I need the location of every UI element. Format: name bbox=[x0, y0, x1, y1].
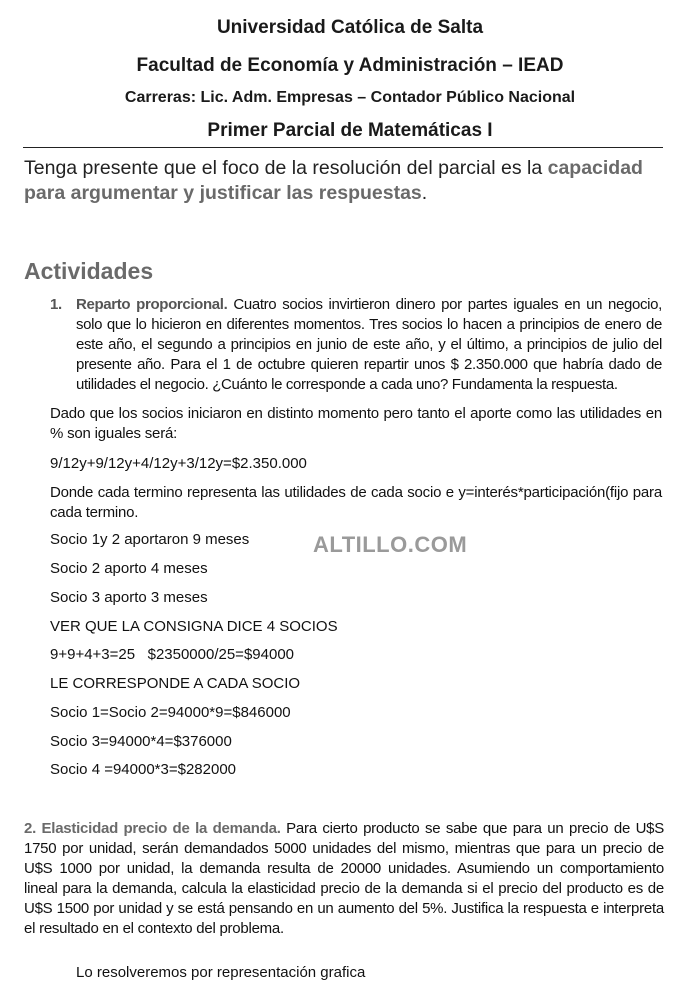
question-2-text: Para cierto producto se sabe que para un precio de U$S 1750 por unidad, serán demandados 5000 unidades del mismo, mientras que para un precio de U$S 1000 por unidad, la demanda resulta de 20000 unidades. Asumiendo un comportamiento lineal para la demanda, calcula la elasticidad precio de la demanda si el precio del producto es de U$S 1500 por unidad y se está pensando en un aumento del 5%. Justifica la respuesta e interpreta el resultado en el contexto del problema. bbox=[24, 820, 664, 937]
answer-line: Socio 3=94000*4=$376000 bbox=[50, 733, 232, 750]
answer-1-equation: 9/12y+9/12y+4/12y+3/12y=$2.350.000 bbox=[50, 455, 307, 472]
answer-line: Socio 1y 2 aportaron 9 meses bbox=[50, 531, 250, 548]
answer-line: VER QUE LA CONSIGNA DICE 4 SOCIOS bbox=[50, 618, 338, 635]
careers-line: Carreras: Lic. Adm. Empresas – Contador Público Nacional bbox=[124, 89, 576, 106]
exam-title: Primer Parcial de Matemáticas I bbox=[207, 120, 493, 141]
faculty-name: Facultad de Economía y Administración – IEAD bbox=[136, 55, 564, 76]
university-name: Universidad Católica de Salta bbox=[216, 17, 484, 38]
question-1-number: 1. bbox=[50, 296, 62, 313]
intro-text: Tenga presente que el foco de la resolución del parcial es la bbox=[24, 157, 548, 179]
intro-highlight: capacidad para argumentar y justificar las respuestas bbox=[24, 157, 643, 204]
section-title: Actividades bbox=[24, 258, 154, 284]
question-1 bbox=[50, 295, 662, 395]
answer-1-intro: Dado que los socios iniciaron en distinto momento pero tanto el aporte como las utilidades en % son iguales será: bbox=[50, 405, 662, 442]
answer-line: Socio 2 aporto 4 meses bbox=[50, 560, 208, 577]
question-1-text: Cuatro socios invirtieron dinero por partes iguales en un negocio, solo que lo hicieron en diferentes momentos. Tres socios lo hacen a principios de enero de este año, el segundo a principios en junio de este año, y el último, a principios de julio del presente año. Para el 1 de octubre quieren repartir unos $ 2.350.000 que habría dado de utilidades el negocio. ¿Cuánto le corresponde a cada uno? Fundamenta la respuesta. bbox=[76, 296, 662, 393]
answer-line: Socio 3 aporto 3 meses bbox=[50, 589, 208, 606]
answer-line: Socio 1=Socio 2=94000*9=$846000 bbox=[50, 704, 291, 721]
question-1-body bbox=[76, 295, 662, 395]
watermark: ALTILLO.COM bbox=[313, 532, 468, 557]
question-2 bbox=[24, 819, 664, 939]
answer-line: 9+9+4+3=25 $2350000/25=$94000 bbox=[50, 646, 294, 663]
answer-line: Socio 4 =94000*3=$282000 bbox=[50, 761, 237, 778]
question-1-lead: Reparto proporcional. bbox=[76, 296, 228, 313]
answer-line: LE CORRESPONDE A CADA SOCIO bbox=[50, 675, 301, 692]
question-2-lead: 2. Elasticidad precio de la demanda. bbox=[24, 820, 281, 837]
closing-line: Lo resolveremos por representación grafica bbox=[76, 964, 366, 981]
intro-paragraph bbox=[24, 156, 669, 206]
header-divider bbox=[23, 147, 663, 148]
answer-1-explanation: Donde cada termino representa las utilidades de cada socio e y=interés*participación(fijo para cada termino. bbox=[50, 484, 662, 521]
intro-end: . bbox=[421, 182, 428, 204]
